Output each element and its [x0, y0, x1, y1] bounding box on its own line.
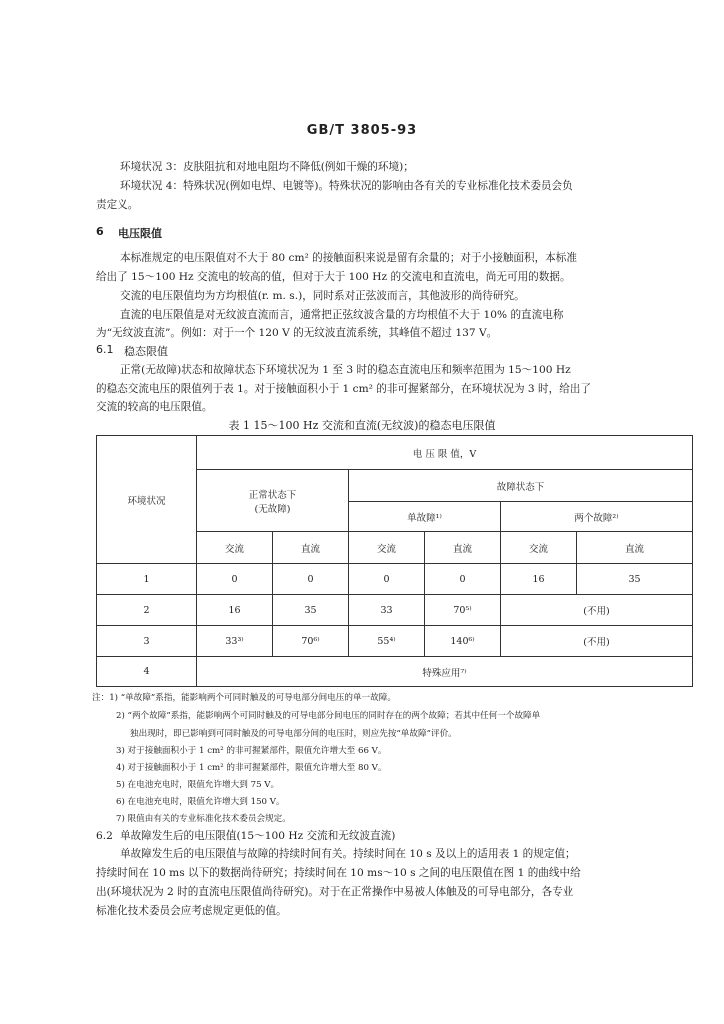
cell-env: 4: [97, 657, 197, 687]
header-double-dc: 直流: [577, 532, 693, 564]
para62-line2: 持续时间在 10 ms 以下的数据尚待研究；持续时间在 10 ms～10 s 之间的电压限值在图 1 的曲线中给: [96, 867, 581, 879]
section-6-number: 6: [96, 225, 104, 238]
cell-normal-dc: 70⁶⁾: [273, 626, 349, 657]
env-condition-3: 环境状况 3：皮肤阻抗和对地电阻均不降低(例如干燥的环境)；: [120, 161, 414, 173]
note-5: 5) 在电池充电时，限值允许增大到 75 V。: [116, 780, 280, 790]
para6-line1: 本标准规定的电压限值对不大于 80 cm² 的接触面积来说是留有余量的；对于小接触面积，本标准: [120, 252, 577, 264]
section-62-title: 单故障发生后的电压限值(15～100 Hz 交流和无纹波直流): [120, 830, 396, 842]
section-61-title: 稳态限值: [124, 345, 168, 358]
header-normal-line2: (无故障): [254, 503, 291, 515]
table-row: [97, 626, 693, 657]
note-3: 3) 对于接触面积小于 1 cm² 的非可握紧部件，限值允许增大至 66 V。: [116, 746, 387, 756]
header-single-fault: 单故障¹⁾: [349, 502, 501, 532]
header-env-condition: 环境状况: [97, 436, 197, 564]
cell-normal-ac: 0: [197, 564, 273, 595]
header-voltage-limit: 电 压 限 值，V: [197, 436, 693, 470]
header-fault-state: 故障状态下: [349, 470, 693, 502]
cell-single-dc: 140⁶⁾: [425, 626, 501, 657]
cell-normal-ac: 33³⁾: [197, 626, 273, 657]
table-row: [97, 564, 693, 595]
cell-single-ac: 33: [349, 595, 425, 626]
section-61-number: 6.1: [96, 343, 114, 356]
header-normal-line1: 正常状态下: [248, 489, 297, 501]
header-normal-dc: 直流: [273, 532, 349, 564]
header-single-ac: 交流: [349, 532, 425, 564]
note-7: 7) 限值由有关的专业标准化技术委员会规定。: [116, 814, 291, 824]
para62-line3: 出(环境状况为 2 时的直流电压限值尚待研究)。对于在正常操作中易被人体触及的可导电部分，各专业: [96, 886, 574, 898]
header-normal-state: [197, 470, 349, 532]
cell-env: 1: [97, 564, 197, 595]
cell-double-dc: 35: [577, 564, 693, 595]
note-2: 2) “两个故障”系指，能影响两个可同时触及的可导电部分间电压的同时存在的两个故障；若其中任何一个故障单: [116, 711, 541, 721]
env-condition-4-cont: 责定义。: [96, 199, 139, 211]
table-row: [97, 657, 693, 687]
para6-line2: 给出了 15～100 Hz 交流电的较高的值，但对于大于 100 Hz 的交流电和直流电，尚无可用的数据。: [96, 271, 571, 283]
para61-line2: 的稳态交流电压的限值列于表 1。对于接触面积小于 1 cm² 的非可握紧部分，在环境状况为 3 时，给出了: [96, 383, 591, 395]
cell-single-dc: 0: [425, 564, 501, 595]
table-caption: 表 1 15～100 Hz 交流和直流(无纹波)的稳态电压限值: [228, 419, 496, 432]
para6-line5: 为“无纹波直流”。例如：对于一个 120 V 的无纹波直流系统，其峰值不超过 137 V。: [96, 327, 498, 339]
para61-line3: 交流的较高的电压限值。: [96, 401, 213, 413]
cell-single-ac: 55⁴⁾: [349, 626, 425, 657]
env-condition-4: 环境状况 4：特殊状况(例如电焊、电镀等)。特殊状况的影响由各有关的专业标准化技术委员会负: [120, 180, 573, 192]
cell-single-ac: 0: [349, 564, 425, 595]
para6-line4: 直流的电压限值是对无纹波直流而言，通常把正弦纹波含量的方均根值不大于 10% 的直流电称: [120, 309, 564, 321]
section-6-title: 电压限值: [118, 227, 162, 240]
cell-normal-ac: 16: [197, 595, 273, 626]
cell-env: 3: [97, 626, 197, 657]
section-62-number: 6.2: [96, 830, 113, 842]
header-double-ac: 交流: [501, 532, 577, 564]
table-row: [97, 595, 693, 626]
note-6: 6) 在电池充电时，限值允许增大到 150 V。: [116, 797, 285, 807]
header-double-fault: 两个故障²⁾: [501, 502, 693, 532]
para61-line1: 正常(无故障)状态和故障状态下环境状况为 1 至 3 时的稳态直流电压和频率范围为 15～100 Hz: [120, 364, 571, 376]
cell-double-ac: 16: [501, 564, 577, 595]
cell-normal-dc: 0: [273, 564, 349, 595]
cell-double-not-used: (不用): [501, 595, 693, 626]
para62-line4: 标准化技术委员会应考虑规定更低的值。: [96, 905, 287, 917]
cell-special-application: 特殊应用⁷⁾: [197, 657, 693, 687]
header-normal-ac: 交流: [197, 532, 273, 564]
note-2-cont: 独出现时，即已影响到可同时触及的可导电部分间的电压时，则应先按“单故障”评价。: [130, 729, 457, 739]
para62-line1: 单故障发生后的电压限值与故障的持续时间有关。持续时间在 10 s 及以上的适用表 1 的规定值；: [120, 848, 576, 860]
note-1: 注：1) “单故障”系指，能影响两个可同时触及的可导电部分间电压的单一故障。: [92, 693, 396, 703]
cell-single-dc: 70⁵⁾: [425, 595, 501, 626]
page-header: GB/T 3805-93: [306, 123, 418, 138]
note-4: 4) 对于接触面积小于 1 cm² 的非可握紧部件，限值允许增大至 80 V。: [116, 763, 387, 773]
header-single-dc: 直流: [425, 532, 501, 564]
cell-env: 2: [97, 595, 197, 626]
cell-normal-dc: 35: [273, 595, 349, 626]
cell-double-not-used: (不用): [501, 626, 693, 657]
voltage-limit-table: [96, 435, 693, 687]
para6-line3: 交流的电压限值均为方均根值(r. m. s.)，同时系对正弦波而言，其他波形的尚待研究。: [120, 290, 525, 302]
